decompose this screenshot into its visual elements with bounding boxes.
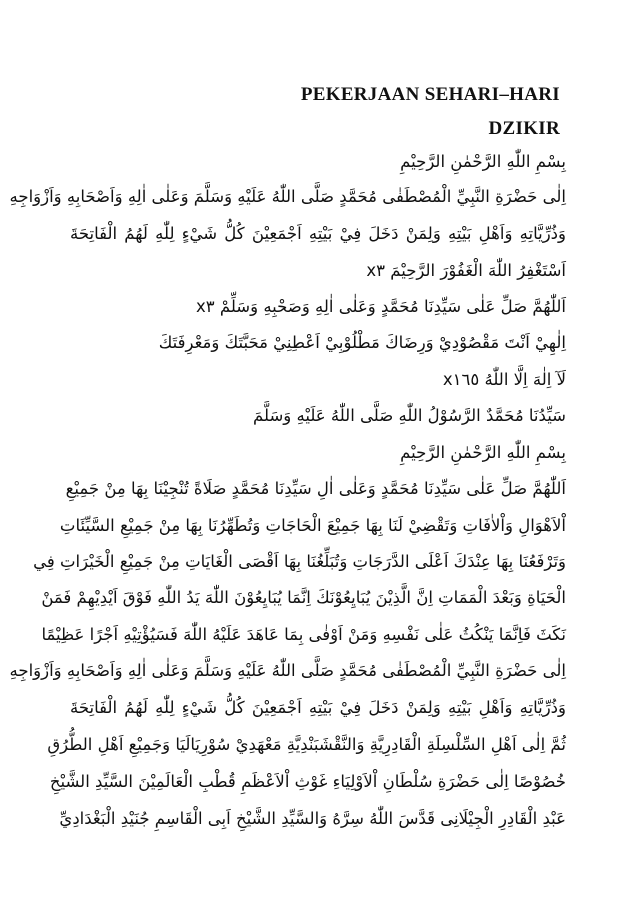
text-line-khususan: خُصُوْصًا اِلٰى حَضْرَةِ سُلْطَانِ اْلاَوْلِيَاءِ غَوْثِ اْلاَعْظَمِ قُطْبِ الْعَالَمِيْنَ السَّيِّدِ الشَّيْخِ — [49, 772, 566, 791]
text-line-sayyiduna: سَيِّدُنَا مُحَمَّدٌ الرَّسُوْلُ اللّٰهِ صَلَّى اللّٰهُ عَلَيْهِ وَسَلَّمَ — [253, 406, 566, 425]
text-line-basmalah: بِسْمِ اللّٰهِ الرَّحْمٰنِ الرَّحِيْمِ — [400, 443, 566, 462]
text-line-dhurriyyatihi: وَذُرِّيَّاتِهِ وَاَهْلِ بَيْتِهِ وَلِمَنْ دَخَلَ فِيْ بَيْتِهِ اَجْمَعِيْنَ كُلُّ شَيْءٍ لِلّٰهِ لَهُمُ الْفَاتِحَةَ — [70, 224, 566, 243]
text-line-ahwal: اْلاَهْوَالِ وَاْلاٰفَاتِ وَتَقْضِيْ لَنَا بِهَا جَمِيْعَ الْحَاجَاتِ وَتُطَهِّرُنَا بِهَا مِنْ جَمِيْعِ السَّيِّئَاتِ — [59, 516, 566, 535]
text-line-salawat-munjiyat: اَللّٰهُمَّ صَلِّ عَلٰى سَيِّدِنَا مُحَمَّدٍ وَعَلٰى اٰلِ سَيِّدِنَا مُحَمَّدٍ صَلَاةً تُنْجِيْنَا بِهَا مِنْ جَمِيْعِ — [65, 479, 566, 498]
page-title: PEKERJAAN SEHARI–HARI — [300, 84, 560, 105]
text-line-ila-hadrati: اِلٰى حَضْرَةِ النَّبِيِّ الْمُصْطَفٰى مُحَمَّدٍ صَلَّى اللّٰهُ عَلَيْهِ وَسَلَّمَ وَعَلٰى اٰلِهِ وَاَصْحَابِهِ وَاَزْوَاجِهِ — [9, 661, 566, 680]
text-line-tarfauna: وَتَرْفَعُنَا بِهَا عِنْدَكَ اَعْلَى الدَّرَجَاتِ وَتُبَلِّغُنَا بِهَا اَقْصَى الْغَايَاتِ مِنْ جَمِيْعِ الْخَيْرَاتِ فِي — [33, 552, 566, 571]
text-line-silsilah: ثُمَّ اِلٰى اَهْلِ السِّلْسِلَةِ الْقَادِرِيَّةِ وَالنَّقْشَبَنْدِيَّةِ مَعْهَدِيْ سُوْرِيَالَيَا وَجَمِيْعِ اَهْلِ الطُّرُقِ — [47, 735, 566, 754]
text-line-hayati: الْحَيَاةِ وَبَعْدَ الْمَمَاتِ اِنَّ الَّذِيْنَ يُبَايِعُوْنَكَ اِنَّمَا يُبَايِعُوْنَ اللّٰهَ يَدُ اللّٰهِ فَوْقَ اَيْدِيْهِمْ فَمَنْ — [41, 588, 566, 607]
text-line-salawat: اَللّٰهُمَّ صَلِّ عَلٰى سَيِّدِنَا مُحَمَّدٍ وَعَلٰى اٰلِهِ وَصَحْبِهِ وَسَلِّمْ x٣ — [195, 297, 566, 316]
text-line-ila-hadrati: اِلٰى حَضْرَةِ النَّبِيِّ الْمُصْطَفٰى مُحَمَّدٍ صَلَّى اللّٰهُ عَلَيْهِ وَسَلَّمَ وَعَلٰى اٰلِهِ وَاَصْحَابِهِ وَاَزْوَاجِهِ — [9, 187, 566, 206]
text-line-dhurriyyatihi: وَذُرِّيَّاتِهِ وَاَهْلِ بَيْتِهِ وَلِمَنْ دَخَلَ فِيْ بَيْتِهِ اَجْمَعِيْنَ كُلُّ شَيْءٍ لِلّٰهِ لَهُمُ الْفَاتِحَةَ — [70, 698, 566, 717]
text-line-nakatha: نَكَثَ فَاِنَّمَا يَنْكُثُ عَلٰى نَفْسِهِ وَمَنْ اَوْفٰى بِمَا عَاهَدَ عَلَيْهُ اللّٰهَ فَسَيُؤْتِيْهِ اَجْرًا عَظِيْمًا — [41, 625, 566, 644]
section-title: DZIKIR — [488, 118, 560, 139]
text-line-basmalah: بِسْمِ اللّٰهِ الرَّحْمٰنِ الرَّحِيْمِ — [400, 152, 566, 171]
text-line-abdul-qadir: عَبْدِ الْقَادِرِ الْجِيْلَانِى قَدَّسَ اللّٰهُ سِرَّهُ وَالسَّيِّدِ الشَّيْخِ اَبِى الْقَاسِمِ جُنَيْدِ الْبَغْدَادِيِّ — [59, 809, 566, 828]
text-line-ilahi: اِلٰهِيْ اَنْتَ مَقْصُوْدِيْ وَرِضَاكَ مَطْلُوْبِيْ اَعْطِنِيْ مَحَبَّتَكَ وَمَعْرِفَتَكَ — [158, 333, 566, 352]
text-line-tahlil: لَآ اِلٰهَ اِلَّا اللّٰهُ x١٦٥ — [442, 370, 566, 389]
text-line-istighfar: اَسْتَغْفِرُ اللّٰهَ الْغَفُوْرَ الرَّحِيْمَ x٣ — [366, 261, 566, 280]
